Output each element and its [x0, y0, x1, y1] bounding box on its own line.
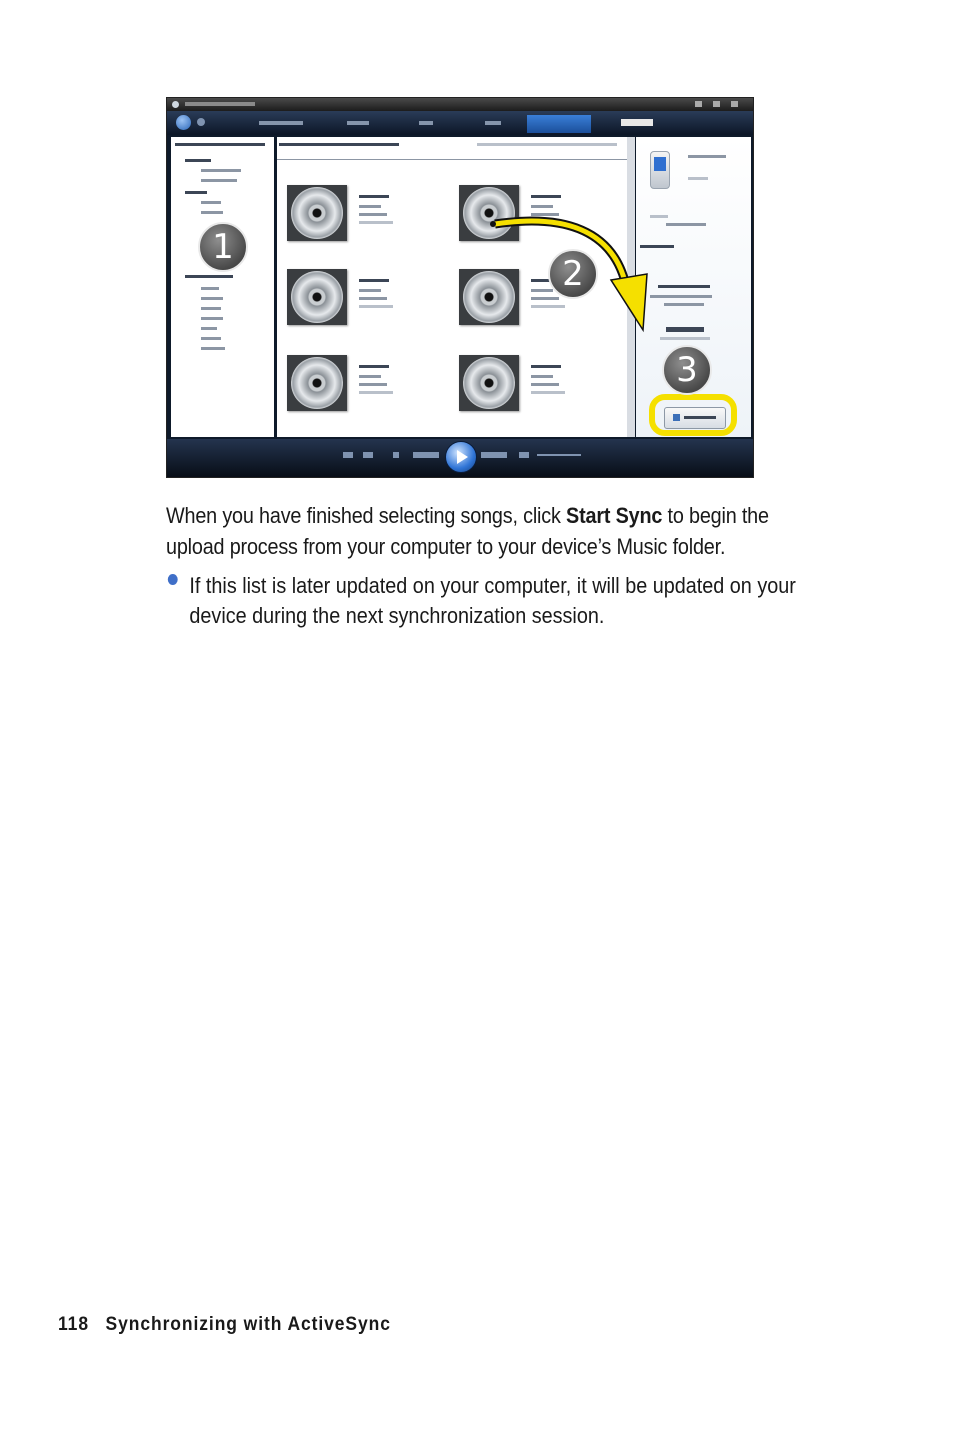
- play-icon: [445, 441, 477, 473]
- start-sync-emphasis: Start Sync: [566, 503, 663, 528]
- step-3-callout: 3: [662, 345, 712, 395]
- instruction-text-end: to begin the upload process from your computer to your device’s Music folder.: [166, 503, 769, 559]
- windows-media-player-screenshot: [166, 97, 754, 478]
- previous-icon: [413, 452, 439, 458]
- note-bullet: [166, 571, 814, 631]
- mute-icon: [519, 452, 529, 458]
- volume-slider: [537, 454, 581, 456]
- playback-controls: [167, 439, 753, 478]
- instruction-text-start: When you have finished selecting songs, click: [166, 503, 567, 528]
- start-sync-highlight: [649, 394, 737, 436]
- page-number: 118: [58, 1314, 89, 1335]
- section-title: Synchronizing with ActiveSync: [105, 1314, 391, 1335]
- shuffle-icon: [343, 452, 353, 458]
- step-1-callout: 1: [198, 222, 248, 272]
- instruction-paragraph: [166, 500, 796, 562]
- next-icon: [481, 452, 507, 458]
- note-text: If this list is later updated on your computer, it will be updated on your device during the next synchronization session.: [189, 573, 796, 628]
- repeat-icon: [363, 452, 373, 458]
- bullet-icon: [168, 574, 178, 585]
- page-footer: [58, 1314, 391, 1336]
- stop-icon: [393, 452, 399, 458]
- step-2-callout: 2: [548, 249, 598, 299]
